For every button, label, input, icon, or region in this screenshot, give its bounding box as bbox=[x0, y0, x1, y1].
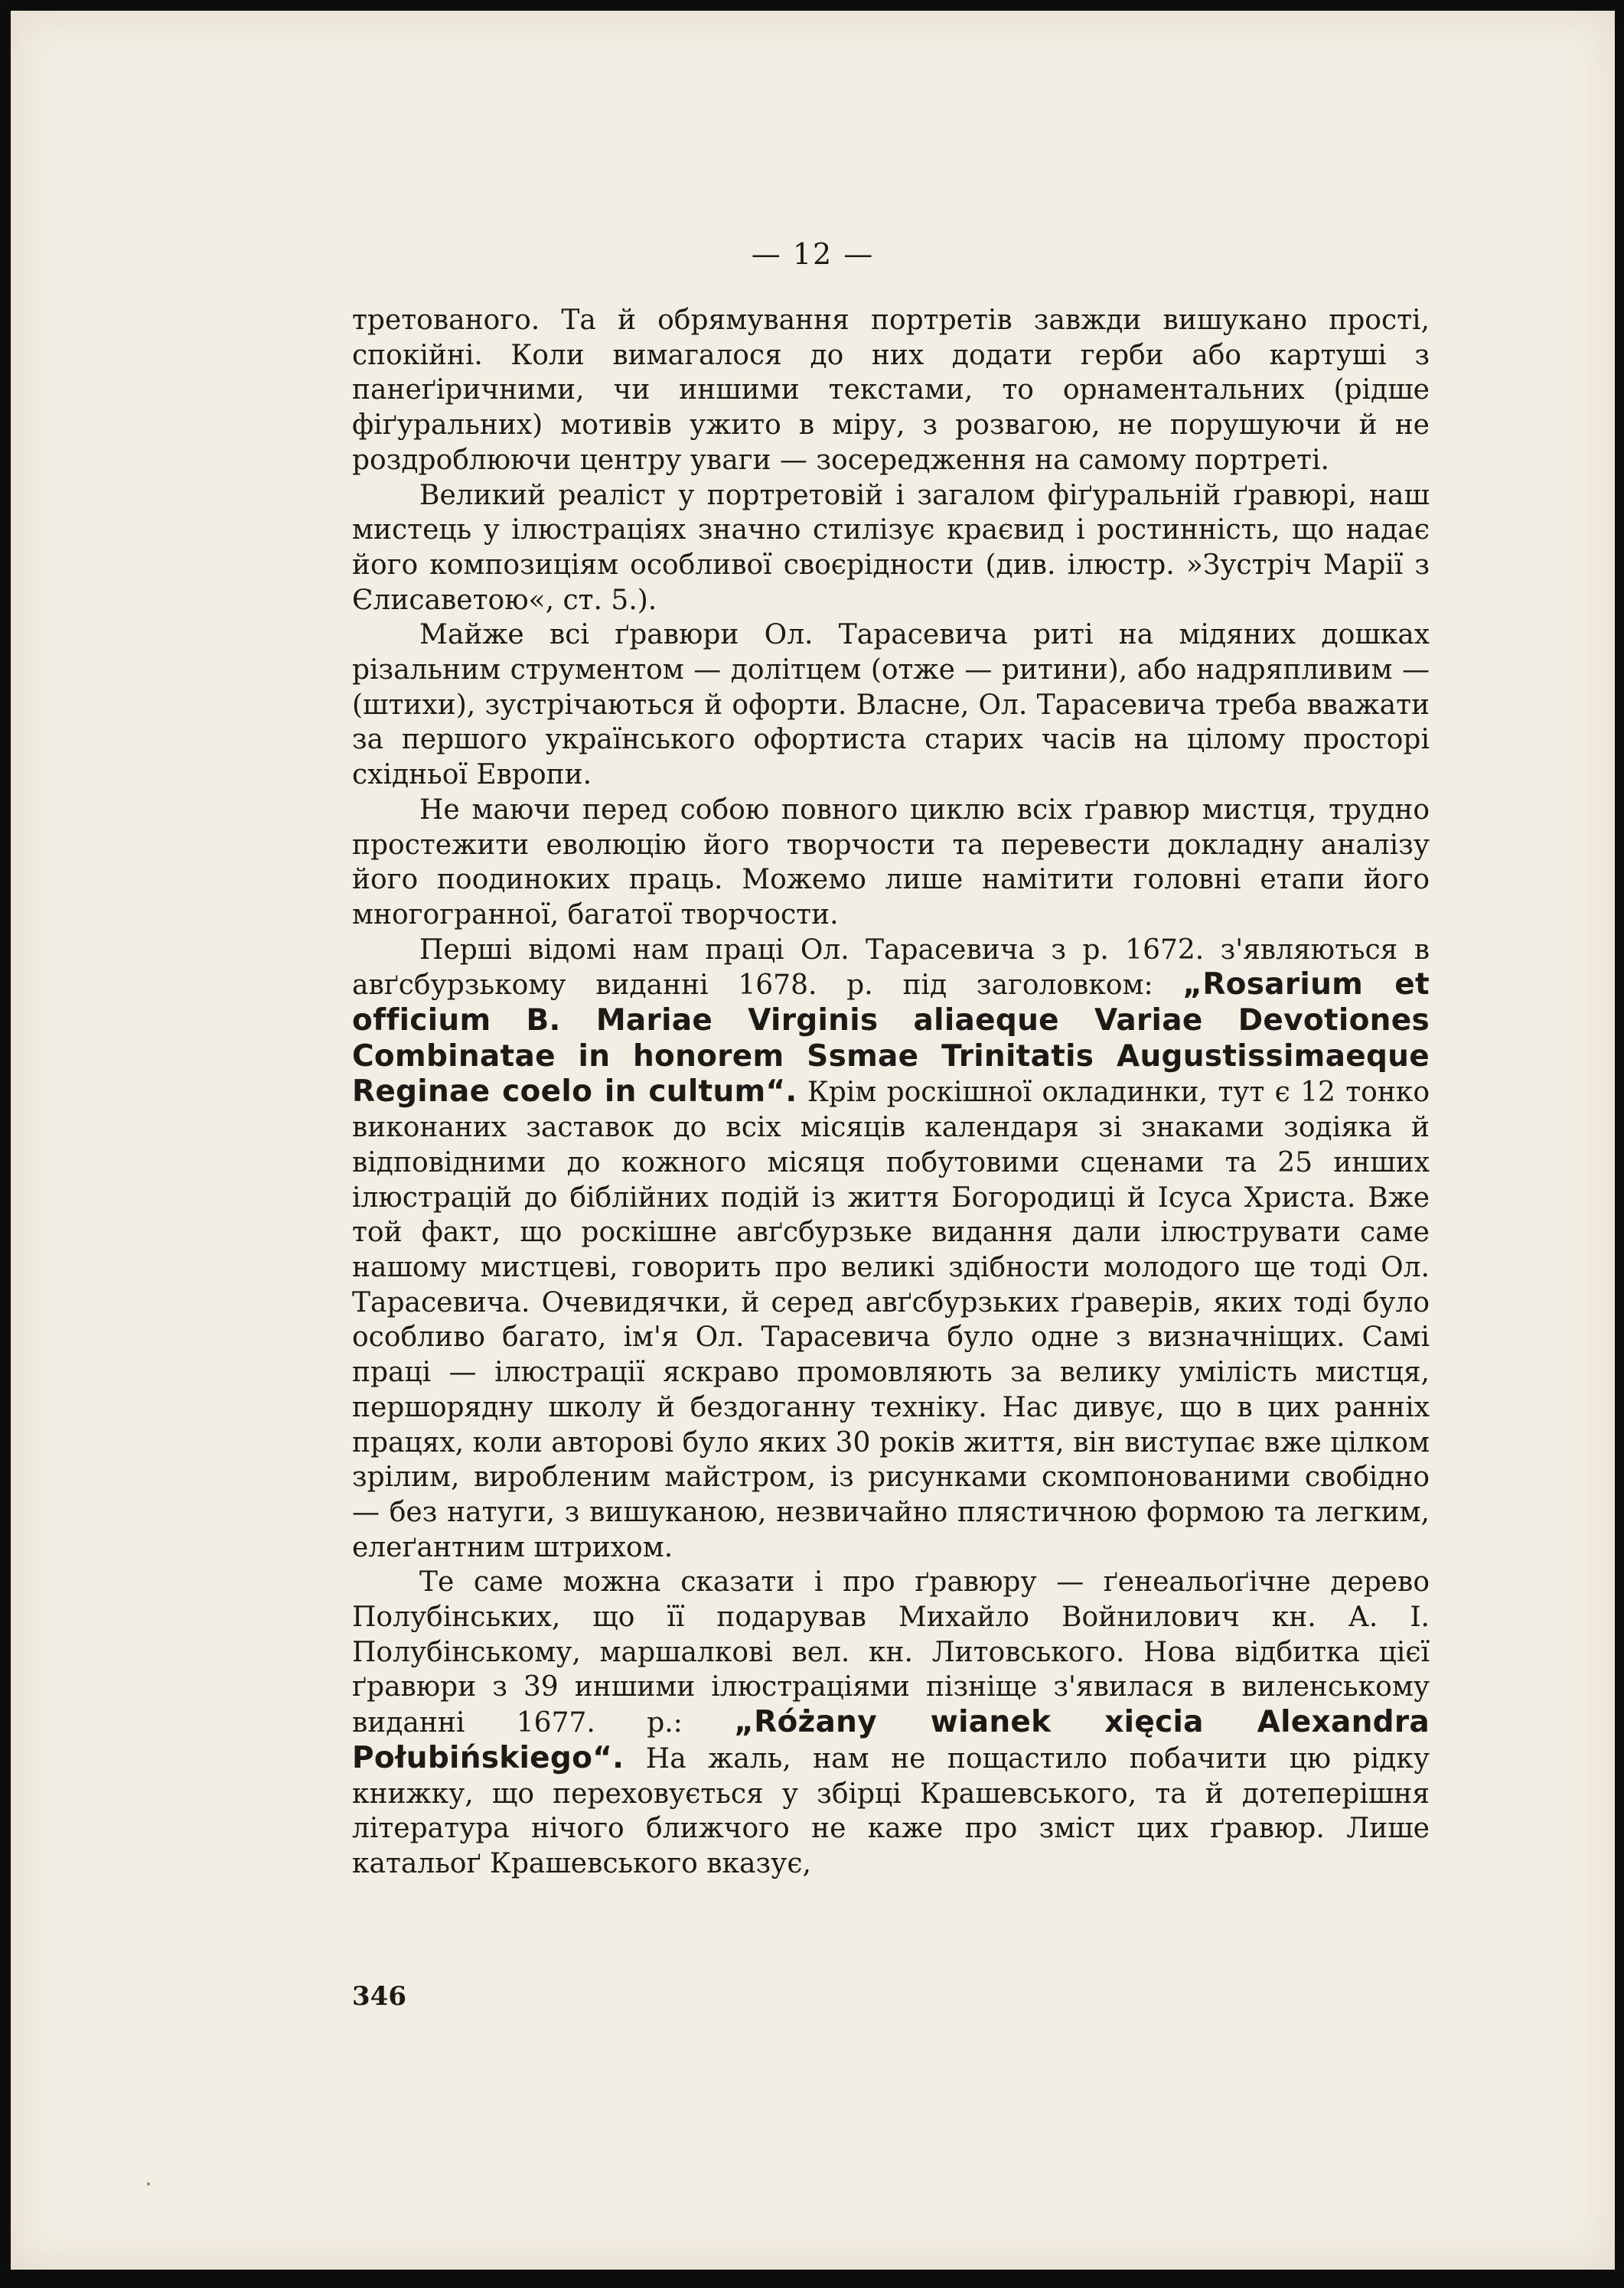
paragraph-1: третованого. Та й обрямування портретів завжди вишукано прості, спокійні. Коли вимагалося до них додати герби або картуші з панеґіричними, чи иншими текстами, то орнаментальних (рідше фіґуральних) мотивів ужито в міру, з розвагою, не порушуючи й не роздроблюючи центру уваги — зосередження на самому портреті. bbox=[352, 305, 1430, 476]
paragraph-6-start: Те саме можна сказати і про ґравюру — ґенеальоґічне дерево Полубінських, що її подарував Михайло Войнилович кн. А. І. Полубінському, маршалкові вел. кн. Литовського. Нова відбитка цієї ґравюри з 39 иншими ілюстраціями пізніще з'явилася в виленському виданні 1677. р.: bbox=[352, 1566, 1430, 1739]
page-sheet bbox=[11, 11, 1615, 2270]
paragraph-6-end: На жаль, нам не пощастило побачити цю рідку книжку, що переховується у збірці Крашевського, та й дотеперішня література нічого ближчого не каже про зміст цих ґравюр. Лише катальоґ Крашевського вказує, bbox=[352, 1742, 1430, 1879]
paragraph-5-start: Перші відомі нам праці Ол. Тарасевича з р. 1672. з'являються в авґсбурзькому виданні 1678. р. під заголовком: bbox=[352, 934, 1430, 1002]
page-number: — 12 — bbox=[751, 237, 875, 271]
paragraph-2: Великий реаліст у портретовій і загалом фіґуральній ґравюрі, наш мистець у ілюстраціях значно стилізує краєвид і ростинність, що надає його композиціям особливої своєрідности (див. ілюстр. »Зустріч Марії з Єлисаветою«, ст. 5.). bbox=[352, 479, 1430, 616]
latin-title-rozany-wianek: „Różany wianek xięcia Alexandra Połubińskiego“. bbox=[352, 1705, 1430, 1775]
folio-number: 346 bbox=[352, 1981, 406, 2012]
paragraph-5 bbox=[352, 933, 1430, 1566]
paragraph-5-end: Крім роскішної окладинки, тут є 12 тонко виконаних заставок до всіх місяців календаря зі знаками зодіяка й відповідними до кожного місяця побутовими сценами та 25 инших ілюстрацій до біблійних подій із життя Богородиці й Ісуса Христа. Вже той факт, що роскішне авґсбурзьке видання дали ілюструвати саме нашому мистцеві, говорить про великі здібности молодого ще тоді Ол. Тарасевича. Очевидячки, й серед авґсбурзьких ґраверів, яких тоді було особливо багато, ім'я Ол. Тарасевича було одне з визначніщих. Самі праці — ілюстрації яскраво промовляють за велику умілість мистця, першорядну школу й бездоганну техніку. Нас дивує, що в цих ранніх працях, коли авторові було яких 30 років життя, він виступає вже цілком зрілим, виробленим майстром, із рисунками скомпонованими свобідно — без натуги, з вишуканою, незвичайно плястичною формою та легким, елеґантним штрихом. bbox=[352, 1077, 1430, 1563]
body-text bbox=[352, 303, 1430, 1882]
paragraph-3: Майже всі ґравюри Ол. Тарасевича риті на мідяних дошках різальним струментом — долітцем (отже — ритини), або надряпливим — (штихи), зустрічаються й офорти. Власне, Ол. Тарасевича треба вважати за першого українського офортиста старих часів на цілому просторі східньої Европи. bbox=[352, 619, 1430, 791]
paragraph-6 bbox=[352, 1565, 1430, 1881]
paper-speck bbox=[147, 2182, 150, 2185]
latin-title-rosarium: „Rosarium et officium B. Mariae Virginis aliaeque Variae Devotiones Combinatae in honorem Ssmae Trinitatis Augustissimaeque Reginae coelo in cultum“. bbox=[352, 967, 1430, 1110]
paragraph-4: Не маючи перед собою повного циклю всіх ґравюр мистця, трудно простежити еволюцію його творчости та перевести докладну аналізу його поодиноких праць. Можемо лише намітити головні етапи його многогранної, багатої творчости. bbox=[352, 794, 1430, 931]
